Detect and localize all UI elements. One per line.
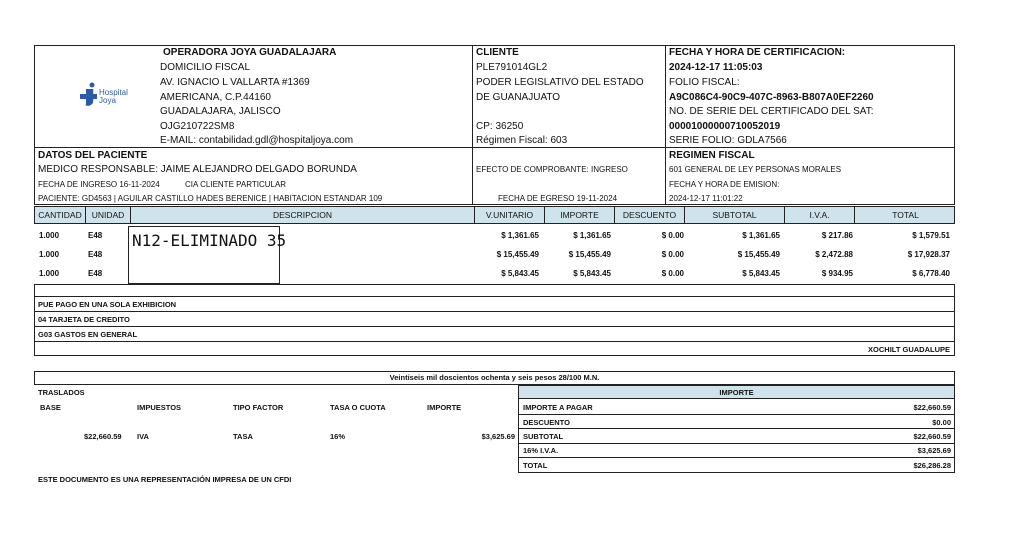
col-cantidad: CANTIDAD xyxy=(38,210,82,220)
issuer-line: DOMICILIO FISCAL xyxy=(160,62,251,73)
importe-value: $0.00 xyxy=(932,418,951,427)
emision-label: FECHA Y HORA DE EMISION: xyxy=(669,180,780,189)
cert-title: FECHA Y HORA DE CERTIFICACION: xyxy=(669,47,846,58)
regimen-title: REGIMEN FISCAL xyxy=(669,150,755,161)
cell-total: $ 1,579.51 xyxy=(912,231,950,240)
client-name: PODER LEGISLATIVO DEL ESTADO xyxy=(476,77,644,88)
issuer-name: OPERADORA JOYA GUADALAJARA xyxy=(163,47,337,58)
importe-label: SUBTOTAL xyxy=(523,432,564,441)
cell-iva: $ 217.86 xyxy=(821,231,853,240)
col-subtotal: SUBTOTAL xyxy=(684,207,784,223)
client-rfc: PLE791014GL2 xyxy=(476,62,548,73)
cell-descuento: $ 0.00 xyxy=(661,269,684,278)
col-descuento: DESCUENTO xyxy=(614,207,684,223)
cia-cliente: CIA CLIENTE PARTICULAR xyxy=(185,180,287,189)
patient-title: DATOS DEL PACIENTE xyxy=(38,150,148,161)
traslados-col-tasa: TASA O CUOTA xyxy=(330,403,386,412)
cell-unidad: E48 xyxy=(88,269,103,278)
cell-cantidad: 1.000 xyxy=(39,231,60,240)
col-total: TOTAL xyxy=(854,207,956,223)
client-name-2: DE GUANAJUATO xyxy=(476,92,561,103)
redaction-label: N12-ELIMINADO 35 xyxy=(132,231,287,250)
col-iva: I.V.A. xyxy=(784,207,854,223)
folio-fiscal: A9C086C4-90C9-407C-8963-B807A0EF2260 xyxy=(669,92,874,103)
payment-method: PUE PAGO EN UNA SOLA EXHIBICION xyxy=(38,300,177,309)
cell-importe: $ 1,361.65 xyxy=(573,231,611,240)
cell-descuento: $ 0.00 xyxy=(661,231,684,240)
cell-total: $ 6,778.40 xyxy=(912,269,950,278)
importe-label: TOTAL xyxy=(523,461,548,470)
traslados-col-tipo: TIPO FACTOR xyxy=(233,403,284,412)
cell-vunitario: $ 15,455.49 xyxy=(496,250,539,259)
cell-descuento: $ 0.00 xyxy=(661,250,684,259)
issuer-rfc: OJG210722SM8 xyxy=(160,121,235,132)
traslados-col-impuestos: IMPUESTOS xyxy=(137,403,182,412)
importe-label: IMPORTE A PAGAR xyxy=(523,403,593,412)
cell-vunitario: $ 1,361.65 xyxy=(501,231,539,240)
issuer-line: GUADALAJARA, JALISCO xyxy=(160,106,281,117)
traslados-tasa: 16% xyxy=(330,432,346,441)
paciente-info: PACIENTE: GD4563 | AGUILAR CASTILLO HADES BERENICE | HABITACION ESTANDAR 109 xyxy=(38,194,383,203)
traslados-base: $22,660.59 xyxy=(84,432,122,441)
client-regimen: Régimen Fiscal: 603 xyxy=(476,135,568,146)
cell-unidad: E48 xyxy=(88,250,103,259)
cert-datetime: 2024-12-17 11:05:03 xyxy=(669,62,763,73)
importe-title: IMPORTE xyxy=(719,387,754,397)
cell-total: $ 17,928.37 xyxy=(907,250,950,259)
importe-value: $26,286.28 xyxy=(913,461,951,470)
efecto-comprobante: EFECTO DE COMPROBANTE: INGRESO xyxy=(476,165,628,174)
payment-block xyxy=(34,284,955,356)
emision-value: 2024-12-17 11:01:22 xyxy=(669,194,743,203)
amount-in-words: Veintiseis mil doscientos ochenta y seis pesos 28/100 M.N. xyxy=(389,373,600,382)
client-cp: CP: 36250 xyxy=(476,121,524,132)
importe-label: 16% I.V.A. xyxy=(523,446,559,455)
items-header xyxy=(34,206,955,224)
col-vunitario: V.UNITARIO xyxy=(474,207,544,223)
cell-iva: $ 2,472.88 xyxy=(815,250,853,259)
cell-cantidad: 1.000 xyxy=(39,250,60,259)
cell-vunitario: $ 5,843.45 xyxy=(501,269,539,278)
signature-name: XOCHILT GUADALUPE xyxy=(868,345,950,354)
serie-label: NO. DE SERIE DEL CERTIFICADO DEL SAT: xyxy=(669,106,874,117)
payment-form: 04 TARJETA DE CREDITO xyxy=(38,315,130,324)
issuer-line: AMERICANA, C.P.44160 xyxy=(160,92,271,103)
cell-iva: $ 934.95 xyxy=(821,269,853,278)
importe-label: DESCUENTO xyxy=(523,418,570,427)
cfdi-use: G03 GASTOS EN GENERAL xyxy=(38,330,138,339)
cell-unidad: E48 xyxy=(88,231,103,240)
importe-value: $3,625.69 xyxy=(917,446,951,455)
traslados-col-base: BASE xyxy=(40,403,61,412)
cell-cantidad: 1.000 xyxy=(39,269,60,278)
serie-certificado: 00001000000710052019 xyxy=(669,121,781,132)
issuer-line: AV. IGNACIO L VALLARTA #1369 xyxy=(160,77,310,88)
logo-text-2: Joya xyxy=(99,96,116,105)
traslados-impuesto: IVA xyxy=(137,432,149,441)
cell-subtotal: $ 5,843.45 xyxy=(742,269,780,278)
cfdi-footer-note: ESTE DOCUMENTO ES UNA REPRESENTACIÓN IMPRESA DE UN CFDI xyxy=(38,475,292,484)
logo-text-1: Hospital xyxy=(99,88,128,97)
cell-subtotal: $ 1,361.65 xyxy=(742,231,780,240)
serie-folio: SERIE FOLIO: GDLA7566 xyxy=(669,135,787,146)
medico-responsable: MEDICO RESPONSABLE: JAIME ALEJANDRO DELGADO BORUNDA xyxy=(38,164,357,175)
fecha-egreso: FECHA DE EGRESO 19-11-2024 xyxy=(498,194,618,203)
importe-value: $22,660.59 xyxy=(913,432,951,441)
client-title: CLIENTE xyxy=(476,47,519,58)
col-importe: IMPORTE xyxy=(544,207,614,223)
issuer-email: E-MAIL: contabilidad.gdl@hospitaljoya.com xyxy=(160,135,354,146)
traslados-tipo: TASA xyxy=(233,432,253,441)
importe-header xyxy=(518,385,955,399)
fecha-ingreso: FECHA DE INGRESO 16-11-2024 xyxy=(38,180,160,189)
cell-importe: $ 15,455.49 xyxy=(568,250,611,259)
hospital-logo xyxy=(78,82,138,112)
importe-value: $22,660.59 xyxy=(913,403,951,412)
traslados-col-importe: IMPORTE xyxy=(427,403,462,412)
cell-subtotal: $ 15,455.49 xyxy=(737,250,780,259)
col-unidad: UNIDAD xyxy=(85,207,130,223)
regimen-value: 601 GENERAL DE LEY PERSONAS MORALES xyxy=(669,165,842,174)
traslados-importe: $3,625.69 xyxy=(481,432,515,441)
hospital-cross-icon xyxy=(78,82,100,108)
col-descripcion: DESCRIPCION xyxy=(130,207,474,223)
folio-label: FOLIO FISCAL: xyxy=(669,77,740,88)
traslados-title: TRASLADOS xyxy=(38,388,85,397)
cell-importe: $ 5,843.45 xyxy=(573,269,611,278)
